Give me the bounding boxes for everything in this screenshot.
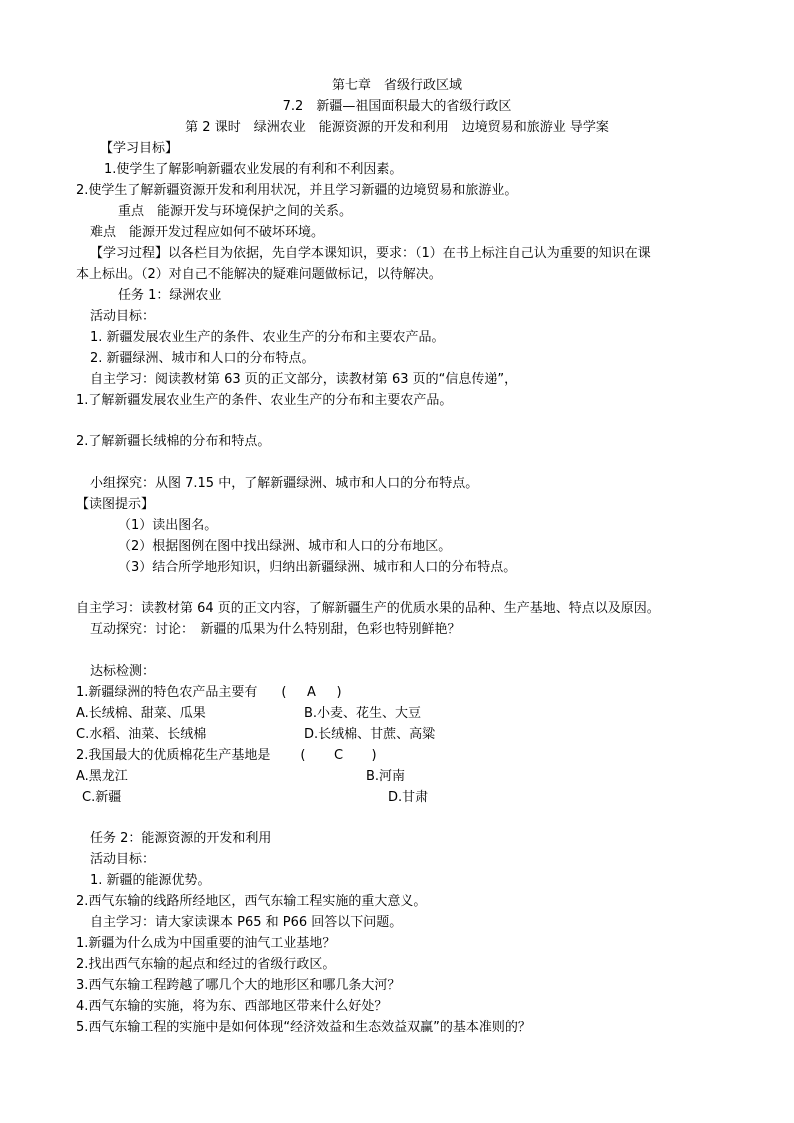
- task2-question-5: 5.西气东输工程的实施中是如何体现“经济效益和生态效益双赢”的基本准则的？: [76, 1020, 531, 1035]
- goals-heading: 【学习目标】: [100, 141, 179, 156]
- task1-self-study: 自主学习：阅读教材第 63 页的正文部分，读教材第 63 页的“信息传递”，: [90, 372, 518, 387]
- task1-objective-2: 2. 新疆绿洲、城市和人口的分布特点。: [90, 351, 315, 366]
- answer-field: C: [333, 748, 344, 763]
- goal-item-1: 1.使学生了解影响新疆农业发展的有利和不利因素。: [104, 162, 403, 177]
- task2-question-4: 4.西气东输的实施，将为东、西部地区带来什么好处？: [76, 999, 388, 1014]
- key-point: 重点 能源开发与环境保护之间的关系。: [118, 204, 353, 219]
- task2-objective-label: 活动目标：: [90, 852, 156, 867]
- map-tip-1: （1）读出图名。: [118, 518, 218, 533]
- map-tip-3: （3）结合所学地形知识，归纳出新疆绿洲、城市和人口的分布特点。: [118, 560, 517, 575]
- task1-group-study: 小组探究：从图 7.15 中，了解新疆绿洲、城市和人口的分布特点。: [90, 476, 479, 491]
- task2-title: 任务 2：能源资源的开发和利用: [90, 831, 272, 846]
- task1-interactive: 互动探究：讨论： 新疆的瓜果为什么特别甜，色彩也特别鲜艳？: [90, 622, 461, 637]
- test-question-2: 2.我国最大的优质棉花生产基地是 ( C ): [76, 748, 377, 763]
- answer-field: A: [307, 685, 316, 700]
- test-label: 达标检测：: [90, 664, 156, 679]
- q2-option-c: C.新疆: [82, 790, 122, 805]
- chapter-title: 第七章 省级行政区域: [331, 78, 462, 93]
- task2-question-1: 1.新疆为什么成为中国重要的油气工业基地？: [76, 936, 336, 951]
- task1-question-2: 2.了解新疆长绒棉的分布和特点。: [76, 434, 271, 449]
- task1-self-study-2: 自主学习：读教材第 64 页的正文内容，了解新疆生产的优质水果的品种、生产基地、特点以及原因。: [76, 601, 660, 616]
- task1-objective-1: 1. 新疆发展农业生产的条件、农业生产的分布和主要农产品。: [90, 330, 445, 345]
- q1-option-c: C.水稻、油菜、长绒棉: [76, 727, 207, 742]
- q2-option-b: B.河南: [366, 769, 406, 784]
- task2-question-3: 3.西气东输工程跨越了哪几个大的地形区和哪几条大河？: [76, 978, 401, 993]
- q2-option-d: D.甘肃: [388, 790, 429, 805]
- test-question-1: 1.新疆绿洲的特色农产品主要有 ( A ): [76, 685, 342, 700]
- goal-item-2: 2.使学生了解新疆资源开发和利用状况，并且学习新疆的边境贸易和旅游业。: [76, 183, 518, 198]
- section-title: 7.2 新疆—祖国面积最大的省级行政区: [282, 99, 512, 114]
- lesson-title: 第 2 课时 绿洲农业 能源资源的开发和利用 边境贸易和旅游业 导学案: [185, 120, 609, 135]
- q2-option-a: A.黑龙江: [76, 769, 128, 784]
- task1-objective-label: 活动目标：: [90, 309, 156, 324]
- task2-self-study: 自主学习：请大家读课本 P65 和 P66 回答以下问题。: [90, 915, 403, 930]
- task1-question-1: 1.了解新疆发展农业生产的条件、农业生产的分布和主要农产品。: [76, 393, 453, 408]
- q1-option-a: A.长绒棉、甜菜、瓜果: [76, 706, 206, 721]
- task2-objective-1: 1. 新疆的能源优势。: [90, 873, 211, 888]
- task1-title: 任务 1：绿洲农业: [118, 288, 222, 303]
- q1-option-b: B.小麦、花生、大豆: [304, 706, 422, 721]
- difficulty-point: 难点 能源开发过程应如何不破坏环境。: [90, 225, 325, 240]
- map-tip-heading: 【读图提示】: [76, 497, 155, 512]
- process-line-2: 本上标出。（2）对自己不能解决的疑难问题做标记，以待解决。: [76, 267, 442, 282]
- map-tip-2: （2）根据图例在图中找出绿洲、城市和人口的分布地区。: [118, 539, 452, 554]
- process-line-1: 【学习过程】以各栏目为依据，先自学本课知识，要求：（1）在书上标注自己认为重要的知识在课: [90, 246, 651, 261]
- task2-objective-2: 2.西气东输的线路所经地区，西气东输工程实施的重大意义。: [76, 894, 427, 909]
- question-stem: 1.新疆绿洲的特色农产品主要有: [76, 685, 258, 700]
- question-stem: 2.我国最大的优质棉花生产基地是: [76, 748, 271, 763]
- q1-option-d: D.长绒棉、甘蔗、高粱: [304, 727, 436, 742]
- task2-question-2: 2.找出西气东输的起点和经过的省级行政区。: [76, 957, 336, 972]
